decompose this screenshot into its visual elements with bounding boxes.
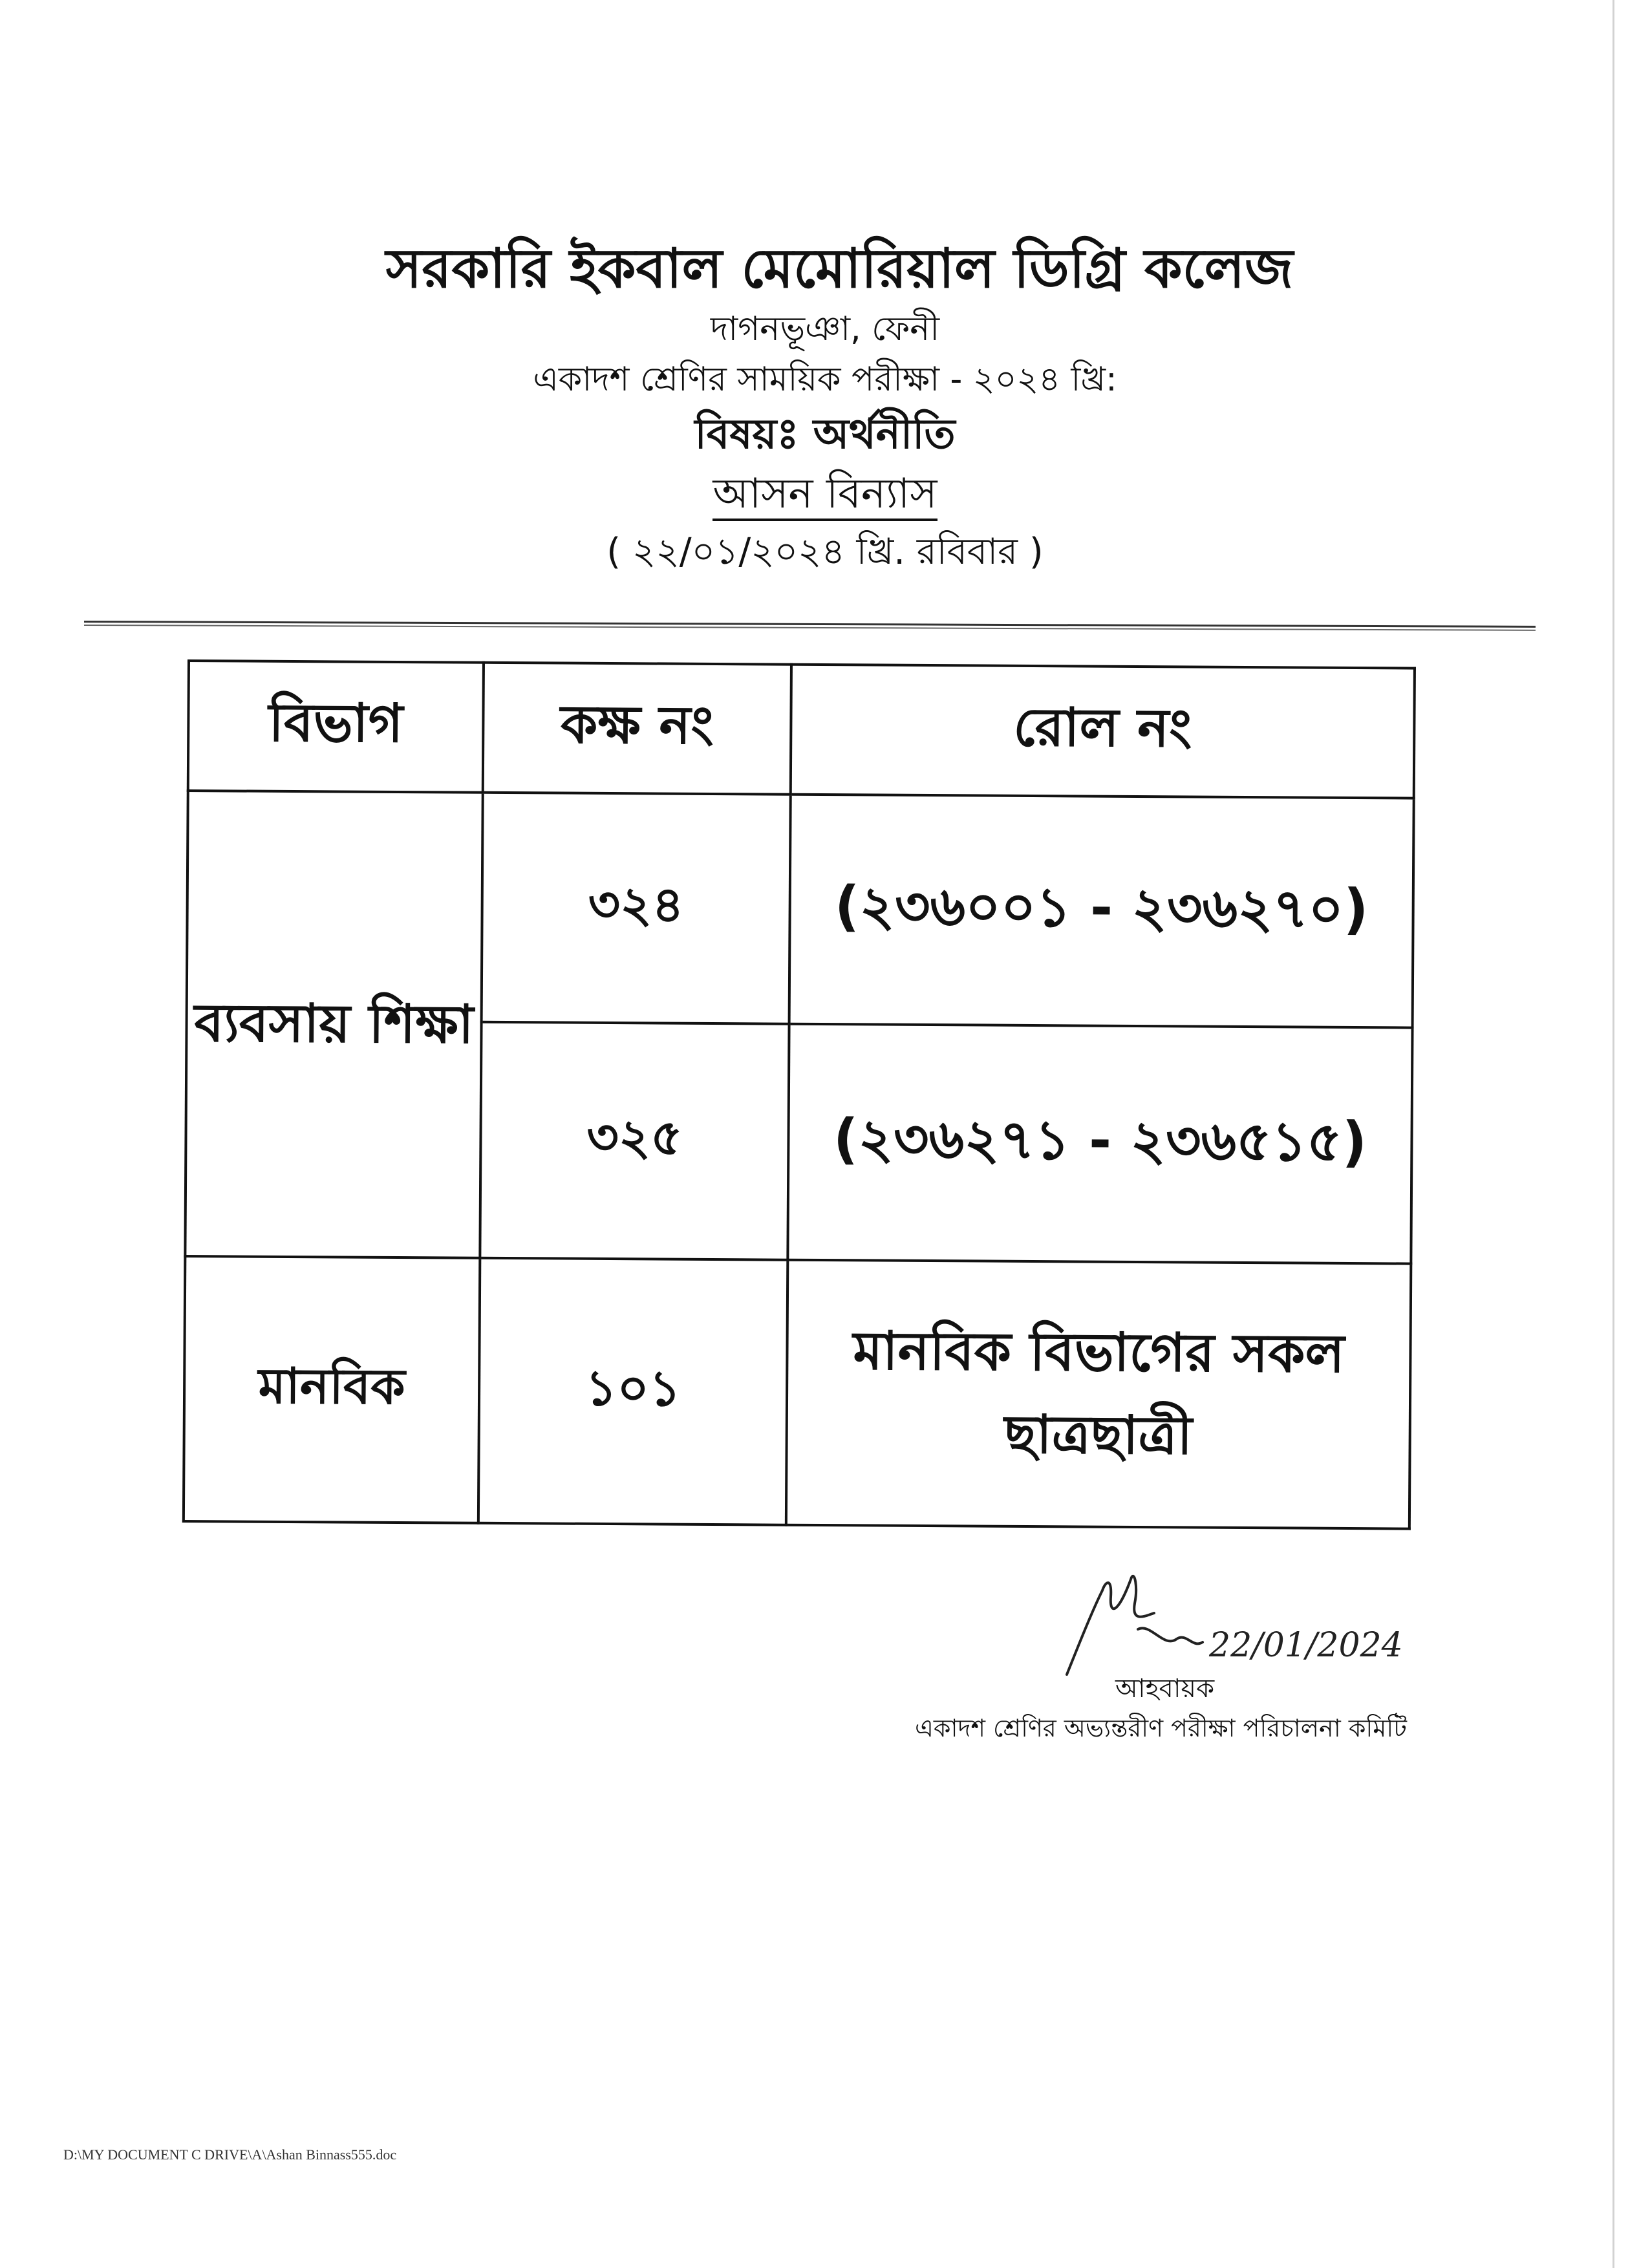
convener-title: আহবায়ক <box>1115 1674 1215 1704</box>
cell-room: ১০১ <box>478 1258 788 1525</box>
signature-block <box>1041 1552 1429 1694</box>
signature-date: 22/01/2024 <box>1209 1626 1403 1665</box>
table-row <box>184 1256 1411 1529</box>
cell-room: ৩২৪ <box>482 793 791 1024</box>
footer-file-path: D:\MY DOCUMENT C DRIVE\A\Ashan Binnass555.doc <box>63 2146 397 2163</box>
cell-roll-range: (২৩৬২৭১ - ২৩৬৫১৫) <box>788 1024 1412 1264</box>
cell-room: ৩২৫ <box>480 1022 789 1260</box>
seat-plan-heading-wrap <box>0 464 1650 524</box>
subject-line: বিষয়ঃ অর্থনীতি <box>694 411 956 458</box>
header-department: বিভাগ <box>188 661 484 793</box>
committee-name: একাদশ শ্রেণির অভ্যন্তরীণ পরীক্ষা পরিচালনা কমিটি <box>915 1714 1407 1742</box>
cell-department-business: ব্যবসায় শিক্ষা <box>185 791 482 1258</box>
document-header <box>0 233 1650 581</box>
seat-plan-table <box>182 659 1416 1530</box>
cell-department-humanities: মানবিক <box>184 1256 480 1523</box>
seat-plan-table-wrap <box>182 659 1416 1524</box>
handwritten-signature-icon <box>1041 1552 1222 1681</box>
seat-plan-heading: আসন বিন্যাস <box>712 469 937 521</box>
header-room: কক্ষ নং <box>483 663 791 795</box>
college-location: দাগনভূঞা, ফেনী <box>710 310 940 348</box>
cell-roll-range: (২৩৬০০১ - ২৩৬২৭০) <box>789 795 1414 1028</box>
header-roll: রোল নং <box>791 665 1415 798</box>
table-header-row <box>188 661 1415 798</box>
table-row <box>187 791 1414 1028</box>
college-name: সরকারি ইকবাল মেমোরিয়াল ডিগ্রি কলেজ <box>385 237 1294 300</box>
header-divider <box>84 621 1536 632</box>
exam-date: ( ২২/০১/২০২৪ খ্রি. রবিবার ) <box>606 531 1044 573</box>
cell-all-students: মানবিক বিভাগের সকল ছাত্রছাত্রী <box>786 1260 1411 1529</box>
exam-title: একাদশ শ্রেণির সাময়িক পরীক্ষা - ২০২৪ খ্রি: <box>533 360 1117 399</box>
